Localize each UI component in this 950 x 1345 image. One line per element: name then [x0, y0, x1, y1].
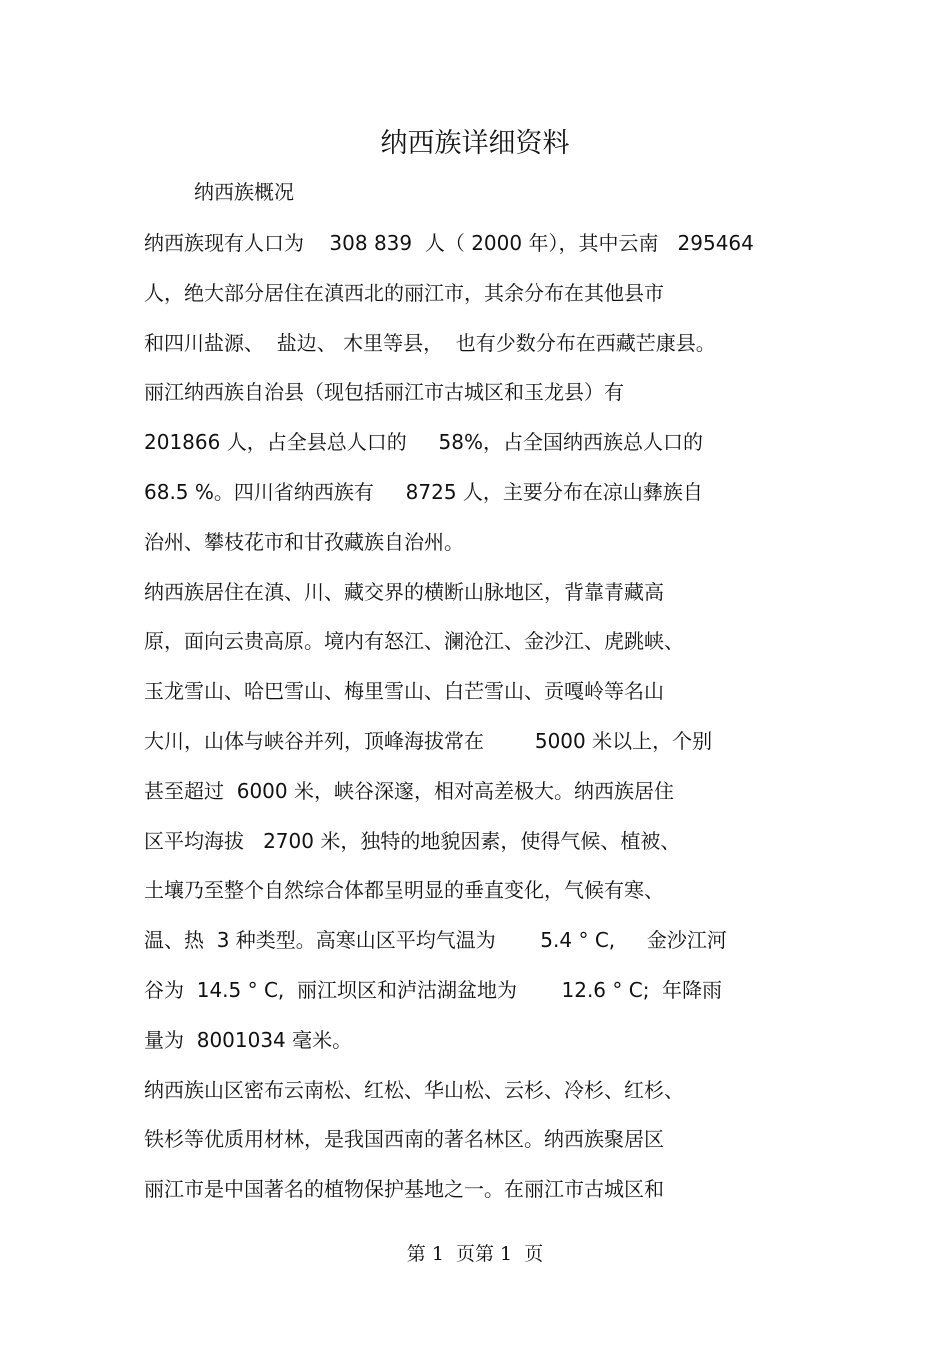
text-line: 68.5 %。四川省纳西族有 8725 人，主要分布在凉山彝族自 — [144, 479, 703, 504]
text-line: 原，面向云贵高原。境内有怒江、澜沧江、金沙江、虎跳峡、 — [144, 629, 684, 654]
text-line: 量为 8001034 毫米。 — [144, 1027, 353, 1052]
text-line: 纳西族居住在滇、川、藏交界的横断山脉地区，背靠青藏高 — [144, 579, 664, 604]
text-line: 甚至超过 6000 米，峡谷深邃，相对高差极大。纳西族居住 — [144, 778, 674, 803]
text-line: 纳西族山区密布云南松、红松、华山松、云杉、冷杉、红杉、 — [144, 1077, 684, 1102]
text-line: 治州、攀枝花市和甘孜藏族自治州。 — [144, 529, 464, 554]
document-body — [144, 226, 824, 1222]
text-line: 区平均海拔 2700 米，独特的地貌因素，使得气候、植被、 — [144, 828, 681, 853]
document-subtitle: 纳西族概况 — [194, 180, 294, 204]
text-line: 谷为 14.5 ° C, 丽江坝区和泸沽湖盆地为 12.6 ° C; 年降雨 — [144, 977, 723, 1002]
text-line: 土壤乃至整个自然综合体都呈明显的垂直变化，气候有寒、 — [144, 878, 664, 903]
text-line: 人，绝大部分居住在滇西北的丽江市，其余分布在其他县市 — [144, 280, 664, 305]
text-line: 和四川盐源、 盐边、 木里等县， 也有少数分布在西藏芒康县。 — [144, 330, 716, 355]
document-title: 纳西族详细资料 — [380, 128, 570, 159]
text-line: 丽江纳西族自治县（现包括丽江市古城区和玉龙县）有 — [144, 380, 624, 405]
page-number-footer: 第 1 页第 1 页 — [406, 1243, 544, 1265]
text-line: 玉龙雪山、哈巴雪山、梅里雪山、白芒雪山、贡嘎岭等名山 — [144, 679, 664, 704]
text-line: 大川，山体与峡谷并列，顶峰海拔常在 5000 米以上，个别 — [144, 728, 713, 753]
text-line: 纳西族现有人口为 308 839 人（ 2000 年），其中云南 295464 — [144, 231, 754, 255]
text-line: 201866 人，占全县总人口的 58%，占全国纳西族总人口的 — [144, 430, 703, 455]
text-line: 铁杉等优质用材林，是我国西南的著名林区。纳西族聚居区 — [144, 1127, 664, 1152]
text-line: 丽江市是中国著名的植物保护基地之一。在丽江市古城区和 — [144, 1177, 664, 1202]
text-line: 温、热 3 种类型。高寒山区平均气温为 5.4 ° C, 金沙江河 — [144, 928, 727, 953]
